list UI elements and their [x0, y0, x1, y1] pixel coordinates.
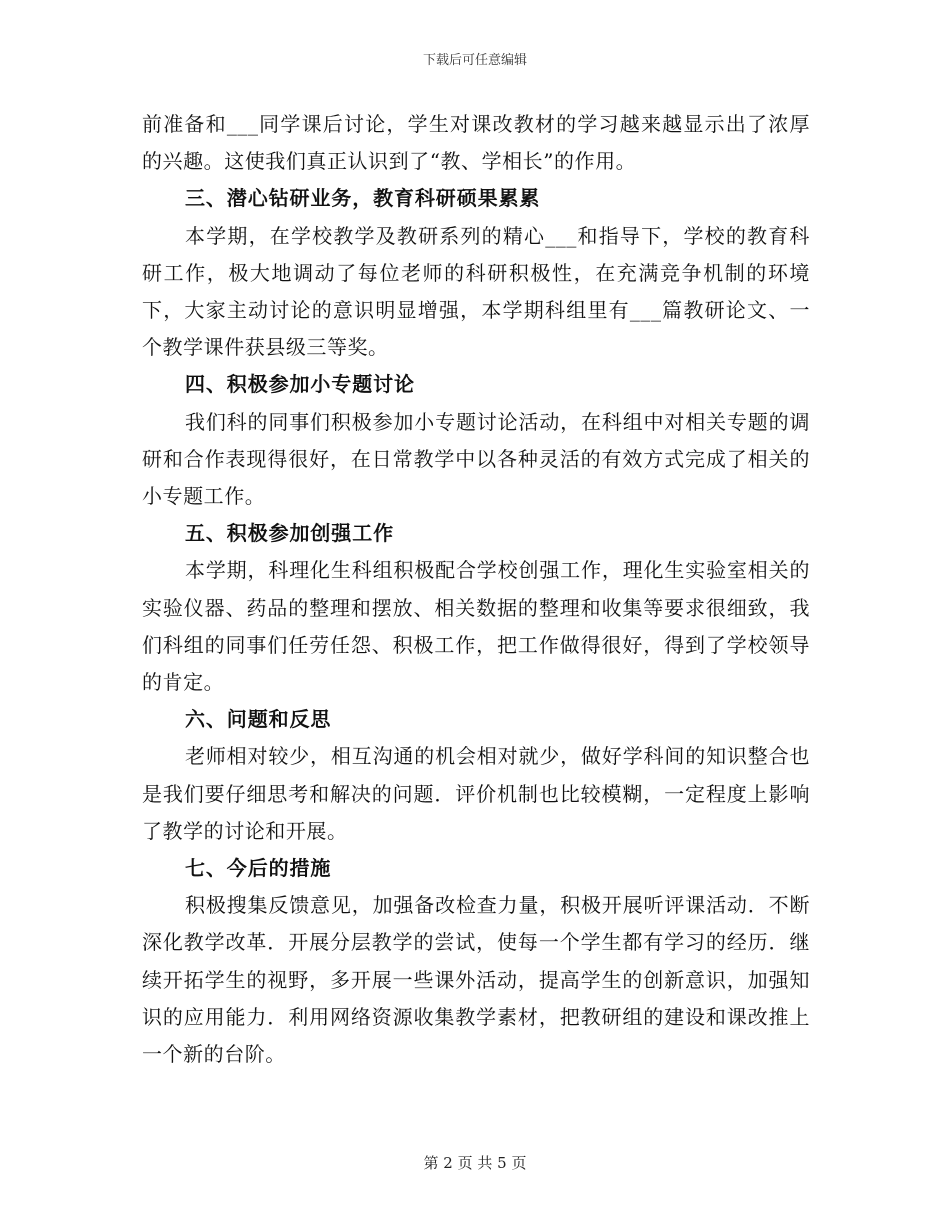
section-heading-4: 四、积极参加小专题讨论: [185, 372, 415, 397]
section-heading-6: 六、问题和反思: [185, 707, 332, 732]
paragraph-future-measures: 积极搜集反馈意见，加强备改检查力量，积极开展听评课活动．不断深化教学改革．开展分层教学的尝试，使每一个学生都有学习的经历．继续开拓学生的视野，多开展一些课外活动，提高学生的创新意识，加强知识的应用能力．利用网络资源收集教学素材，把教研组的建设和课改推上一个新的台阶。: [142, 893, 810, 1067]
paragraph-creation-work: 本学期，科理化生科组积极配合学校创强工作，理化生实验室相关的实验仪器、药品的整理和摆放、相关数据的整理和收集等要求很细致，我们科组的同事们任劳任怨、积极工作，把工作做得很好，得到了学校领导的肯定。: [142, 558, 810, 695]
section-heading-3: 三、潜心钻研业务，教育科研硕果累累: [185, 186, 541, 211]
section-heading-7: 七、今后的措施: [185, 856, 332, 881]
paragraph-continuation: 前准备和___同学课后讨论，学生对课改教材的学习越来越显示出了浓厚的兴趣。这使我们真正认识到了“教、学相长”的作用。: [142, 112, 810, 174]
page-header-note: 下载后可任意编辑: [422, 53, 527, 68]
document-body: [142, 106, 810, 1073]
page-number: 第 2 页 共 5 页: [423, 1154, 527, 1172]
paragraph-topic-discussion: 我们科的同事们积极参加小专题讨论活动，在科组中对相关专题的调研和合作表现得很好，在日常教学中以各种灵活的有效方式完成了相关的小专题工作。: [142, 409, 810, 509]
section-heading-5: 五、积极参加创强工作: [185, 521, 394, 546]
paragraph-research: 本学期，在学校教学及教研系列的精心___和指导下，学校的教育科研工作，极大地调动了每位老师的科研积极性，在充满竞争机制的环境下，大家主动讨论的意识明显增强，本学期科组里有___篇教研论文、一个教学课件获县级三等奖。: [142, 223, 810, 360]
paragraph-reflection: 老师相对较少，相互沟通的机会相对就少，做好学科间的知识整合也是我们要仔细思考和解决的问题．评价机制也比较模糊，一定程度上影响了教学的讨论和开展。: [142, 744, 810, 843]
